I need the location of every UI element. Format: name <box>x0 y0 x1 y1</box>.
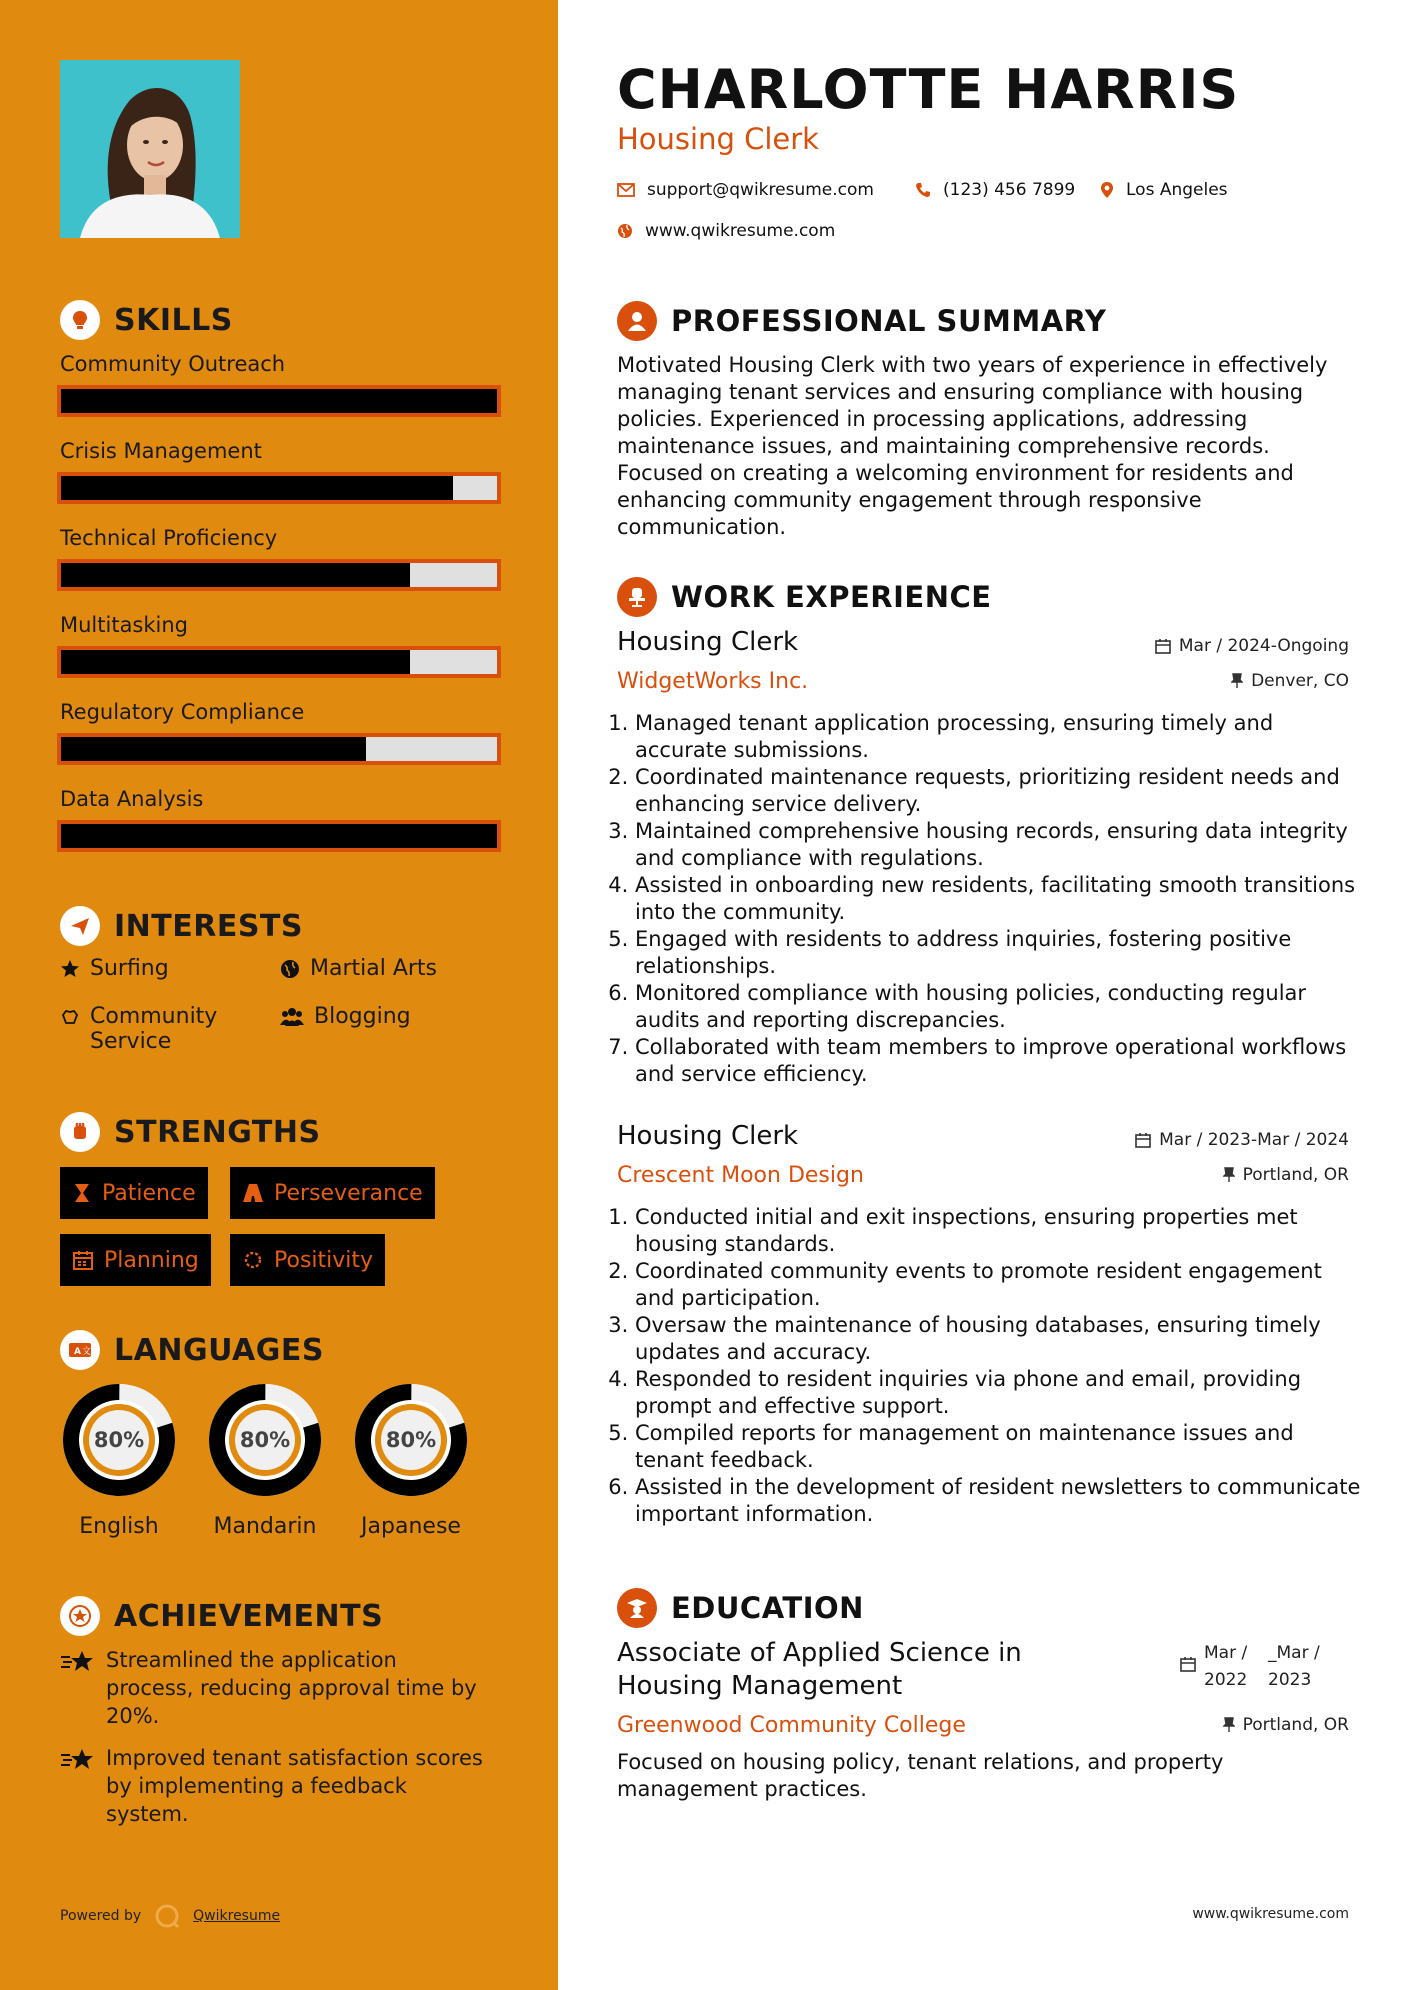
job-location-text: Denver, CO <box>1251 671 1349 691</box>
summary-title: PROFESSIONAL SUMMARY <box>671 304 1107 338</box>
education-title: EDUCATION <box>671 1591 864 1625</box>
language-percent: 80% <box>385 1428 437 1452</box>
location-text: Los Angeles <box>1126 180 1228 200</box>
skill-level <box>61 737 366 761</box>
star-icon <box>60 959 80 979</box>
sun-icon <box>242 1249 264 1271</box>
powered-by-label: Powered by <box>60 1908 142 1924</box>
office-chair-icon <box>617 577 657 617</box>
duty-item: 3. Maintained comprehensive housing records, ensuring data integrity and compliance with regulations. <box>635 818 1365 872</box>
contact-phone[interactable] <box>915 180 1075 200</box>
interest-item <box>280 1004 411 1029</box>
calendar-icon <box>1155 638 1171 654</box>
strengths-title: STRENGTHS <box>114 1114 321 1150</box>
job-location <box>1223 1165 1349 1185</box>
calendar-icon <box>1180 1656 1196 1672</box>
strength-badge <box>230 1167 435 1219</box>
duty-item: 5. Compiled reports for management on maintenance issues and tenant feedback. <box>635 1420 1365 1474</box>
duty-item: 1. Conducted initial and exit inspections, ensuring properties met housing standards. <box>635 1204 1365 1258</box>
award-star-icon <box>60 1596 100 1636</box>
interest-label: Martial Arts <box>310 956 438 981</box>
job-dates-text: Mar / 2024-Ongoing <box>1178 636 1349 656</box>
skill-bar <box>57 646 501 678</box>
candidate-name: CHARLOTTE HARRIS <box>617 58 1240 121</box>
svg-text:文: 文 <box>82 1347 92 1357</box>
skills-header <box>60 300 233 340</box>
duty-item: 6. Monitored compliance with housing policies, conducting regular audits and reporting discrepancies. <box>635 980 1365 1034</box>
language-item <box>203 1378 327 1539</box>
phone-text: (123) 456 7899 <box>943 180 1076 200</box>
calendar-icon <box>72 1249 94 1271</box>
qwikresume-link[interactable]: Qwikresume <box>193 1908 281 1924</box>
hand-icon <box>60 1007 80 1027</box>
footer-url[interactable]: www.qwikresume.com <box>1192 1906 1349 1922</box>
skill-label: Technical Proficiency <box>60 526 278 550</box>
candidate-role: Housing Clerk <box>617 122 819 156</box>
duty-item: 2. Coordinated community events to promote resident engagement and participation. <box>635 1258 1365 1312</box>
skill-label: Regulatory Compliance <box>60 700 305 724</box>
paper-plane-icon <box>60 906 100 946</box>
skill-label: Crisis Management <box>60 439 262 463</box>
education-header <box>617 1588 864 1628</box>
education-end-date: _Mar / 2023 <box>1268 1643 1320 1690</box>
map-pin-icon <box>1100 181 1114 199</box>
skill-bar <box>57 733 501 765</box>
skill-level <box>61 476 453 500</box>
road-icon <box>242 1183 264 1203</box>
sidebar <box>0 0 558 1990</box>
duty-item: 3. Oversaw the maintenance of housing databases, ensuring timely updates and accuracy. <box>635 1312 1365 1366</box>
skill-level <box>61 824 497 848</box>
language-ring <box>203 1378 327 1502</box>
graduate-icon <box>617 1588 657 1628</box>
interests-header <box>60 906 303 946</box>
skill-bar <box>57 820 501 852</box>
job-title: Housing Clerk <box>617 627 799 657</box>
strength-badge <box>60 1167 208 1219</box>
strengths-header <box>60 1112 321 1152</box>
hourglass-icon <box>72 1182 92 1204</box>
language-ring <box>57 1378 181 1502</box>
achievements-title: ACHIEVEMENTS <box>114 1598 384 1634</box>
strength-label: Positivity <box>274 1247 374 1273</box>
school-name: Greenwood Community College <box>617 1713 966 1738</box>
language-ring <box>349 1378 473 1502</box>
language-percent: 80% <box>239 1428 291 1452</box>
profile-photo <box>60 60 240 238</box>
duty-item: 7. Collaborated with team members to improve operational workflows and service efficiency. <box>635 1034 1365 1088</box>
interest-label: Surfing <box>90 956 169 981</box>
skill-label: Community Outreach <box>60 352 286 376</box>
users-icon <box>280 1007 304 1027</box>
achievement-item <box>60 1744 490 1828</box>
duty-item: 1. Managed tenant application processing, ensuring timely and accurate submissions. <box>635 710 1365 764</box>
website-text: www.qwikresume.com <box>645 221 836 241</box>
skill-level <box>61 563 410 587</box>
skill-bar <box>57 472 501 504</box>
strength-label: Planning <box>104 1247 199 1273</box>
summary-header <box>617 301 1106 341</box>
degree-title: Associate of Applied Science in Housing Management <box>617 1638 1022 1701</box>
interest-item <box>280 956 437 981</box>
shooting-star-icon <box>60 1649 96 1675</box>
company-name: WidgetWorks Inc. <box>617 669 809 694</box>
job-dates-text: Mar / 2023-Mar / 2024 <box>1159 1130 1349 1150</box>
skill-level <box>61 389 497 413</box>
contact-website[interactable] <box>617 221 835 241</box>
experience-header <box>617 577 992 617</box>
education-dates <box>1180 1640 1332 1694</box>
interest-item <box>60 1004 260 1054</box>
job-duties <box>635 1204 1365 1528</box>
pushpin-icon <box>1231 673 1243 689</box>
envelope-icon <box>617 183 635 197</box>
duty-item: 4. Responded to resident inquiries via phone and email, providing prompt and effective support. <box>635 1366 1365 1420</box>
job-location-text: Portland, OR <box>1242 1165 1349 1185</box>
skill-label: Multitasking <box>60 613 189 637</box>
education-description: Focused on housing policy, tenant relations, and property management practices. <box>617 1750 1224 1801</box>
education-location-text: Portland, OR <box>1242 1715 1349 1735</box>
interests-title: INTERESTS <box>114 908 303 944</box>
duty-item: 4. Assisted in onboarding new residents, facilitating smooth transitions into the community. <box>635 872 1365 926</box>
job-duties <box>635 710 1365 1088</box>
contact-location <box>1100 180 1228 200</box>
job-title: Housing Clerk <box>617 1121 799 1151</box>
contact-email[interactable] <box>617 180 874 200</box>
user-icon <box>617 301 657 341</box>
company-name: Crescent Moon Design <box>617 1163 864 1188</box>
languages-title: LANGUAGES <box>114 1332 324 1368</box>
language-name: Japanese <box>361 1514 461 1539</box>
skills-title: SKILLS <box>114 302 233 338</box>
fist-icon <box>60 1112 100 1152</box>
globe-icon <box>280 959 300 979</box>
lightbulb-icon <box>60 300 100 340</box>
powered-by <box>60 1902 280 1930</box>
achievement-text: Streamlined the application process, reducing approval time by 20%. <box>106 1648 477 1728</box>
calendar-icon <box>1135 1132 1151 1148</box>
job-location <box>1231 671 1349 691</box>
language-item <box>349 1378 473 1539</box>
pushpin-icon <box>1223 1167 1235 1183</box>
interest-label: Community Service <box>90 1004 218 1054</box>
experience-title: WORK EXPERIENCE <box>671 580 992 614</box>
strength-badge <box>60 1234 211 1286</box>
language-item <box>57 1378 181 1539</box>
duty-item: 5. Engaged with residents to address inquiries, fostering positive relationships. <box>635 926 1365 980</box>
phone-icon <box>915 182 931 198</box>
skill-level <box>61 650 410 674</box>
skill-label: Data Analysis <box>60 787 204 811</box>
language-name: English <box>79 1514 159 1539</box>
shooting-star-icon <box>60 1747 96 1773</box>
skill-bar <box>57 559 501 591</box>
language-icon <box>60 1330 100 1370</box>
duty-item: 2. Coordinated maintenance requests, prioritizing resident needs and enhancing service delivery. <box>635 764 1365 818</box>
language-percent: 80% <box>93 1428 145 1452</box>
interest-item <box>60 956 169 981</box>
pushpin-icon <box>1223 1717 1235 1733</box>
summary-text: Motivated Housing Clerk with two years of experience in effectively managing tenant services and ensuring compliance with housing policies. Experienced in processing applications, addressing maintenance issues, and maintaining comprehensive records. Focused on creating a welcoming environment for residents and enhancing community engagement through responsive communication. <box>617 353 1328 539</box>
qwikresume-logo-icon <box>153 1902 181 1930</box>
education-location <box>1223 1715 1349 1735</box>
job-dates <box>1155 636 1349 656</box>
job-dates <box>1135 1130 1349 1150</box>
strength-label: Patience <box>102 1180 196 1206</box>
duty-item: 6. Assisted in the development of resident newsletters to communicate important information. <box>635 1474 1365 1528</box>
svg-text:A: A <box>74 1347 81 1357</box>
strength-badge <box>230 1234 385 1286</box>
skill-bar <box>57 385 501 417</box>
language-name: Mandarin <box>213 1514 317 1539</box>
languages-header <box>60 1330 324 1370</box>
globe-icon <box>617 223 633 239</box>
education-start-date: Mar / 2022 <box>1204 1643 1248 1690</box>
email-text: support@qwikresume.com <box>647 180 874 200</box>
strength-label: Perseverance <box>274 1180 423 1206</box>
achievement-item <box>60 1646 490 1730</box>
interest-label: Blogging <box>314 1004 411 1029</box>
achievement-text: Improved tenant satisfaction scores by implementing a feedback system. <box>106 1746 483 1826</box>
achievements-header <box>60 1596 383 1636</box>
